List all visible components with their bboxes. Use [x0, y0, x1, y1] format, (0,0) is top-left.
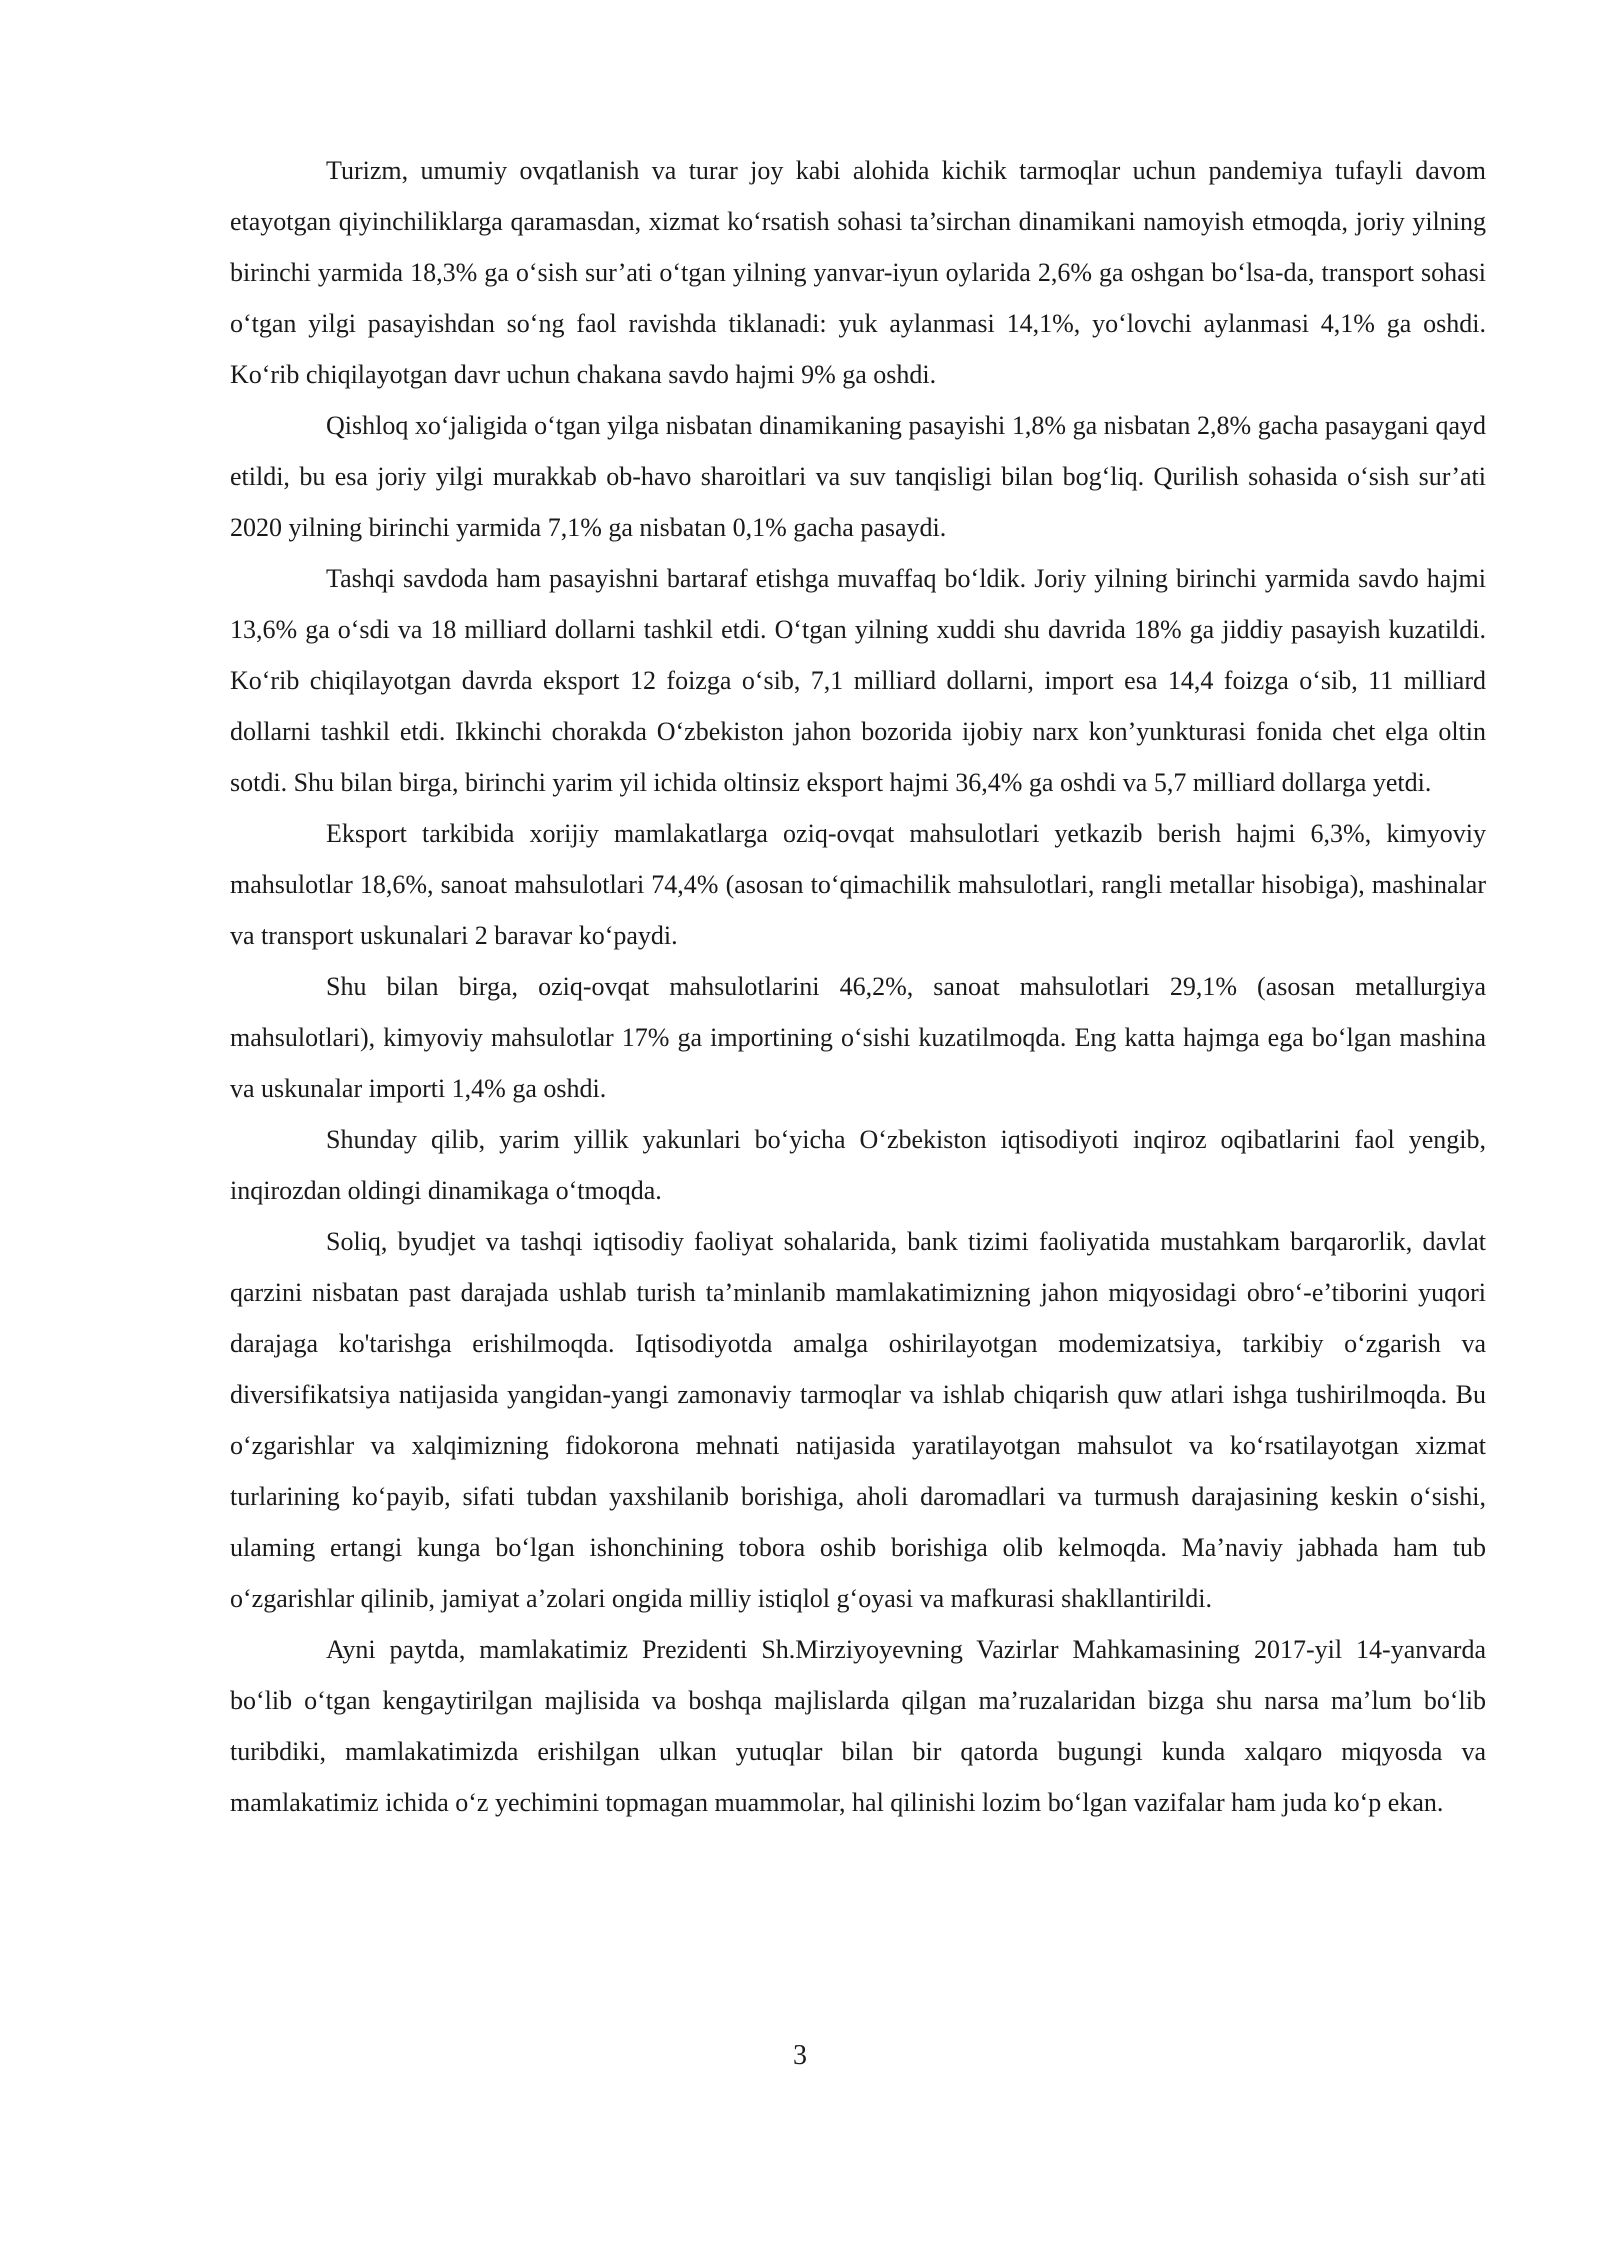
paragraph-foreign-trade: Tashqi savdoda ham pasayishni bartaraf etishga muvaffaq bo‘ldik. Joriy yilning birinchi yarmida savdo hajmi 13,6% ga o‘sdi va 18 milliard dollarni tashkil etdi. O‘tgan yilning xuddi shu davrida 18% ga jiddiy pasayish kuzatildi. Ko‘rib chiqilayotgan davrda eksport 12 foizga o‘sib, 7,1 milliard dollarni, import esa 14,4 foizga o‘sib, 11 milliard dollarni tashkil etdi. Ikkinchi chorakda O‘zbekiston jahon bozorida ijobiy narx kon’yunkturasi fonida chet elga oltin sotdi. Shu bilan birga, birinchi yarim yil ichida oltinsiz eksport hajmi 36,4% ga oshdi va 5,7 milliard dollarga yetdi. [230, 564, 1486, 797]
paragraph-half-year-summary: Shunday qilib, yarim yillik yakunlari bo‘yicha O‘zbekiston iqtisodiyoti inqiroz oqibatlarini faol yengib, inqirozdan oldingi dinamikaga o‘tmoqda. [230, 1125, 1486, 1205]
paragraph-services-transport: Turizm, umumiy ovqatlanish va turar joy kabi alohida kichik tarmoqlar uchun pandemiya tufayli davom etayotgan qiyinchiliklarga qaramasdan, xizmat ko‘rsatish sohasi ta’sirchan dinamikani namoyish etmoqda, joriy yilning birinchi yarmida 18,3% ga o‘sish sur’ati o‘tgan yilning yanvar-iyun oylarida 2,6% ga oshgan bo‘lsa-da, transport sohasi o‘tgan yilgi pasayishdan so‘ng faol ravishda tiklanadi: yuk aylanmasi 14,1%, yo‘lovchi aylanmasi 4,1% ga oshdi. Ko‘rib chiqilayotgan davr uchun chakana savdo hajmi 9% ga oshdi. [230, 156, 1486, 389]
paragraph-agriculture-construction: Qishloq xo‘jaligida o‘tgan yilga nisbatan dinamikaning pasayishi 1,8% ga nisbatan 2,8% gacha pasaygani qayd etildi, bu esa joriy yilgi murakkab ob-havo sharoitlari va suv tanqisligi bilan bog‘liq. Qurilish sohasida o‘sish sur’ati 2020 yilning birinchi yarmida 7,1% ga nisbatan 0,1% gacha pasaydi. [230, 411, 1486, 542]
paragraph-export-structure: Eksport tarkibida xorijiy mamlakatlarga oziq-ovqat mahsulotlari yetkazib berish hajmi 6,3%, kimyoviy mahsulotlar 18,6%, sanoat mahsulotlari 74,4% (asosan to‘qimachilik mahsulotlari, rangli metallar hisobiga), mashinalar va transport uskunalari 2 baravar ko‘paydi. [230, 819, 1486, 950]
paragraph-import-structure: Shu bilan birga, oziq-ovqat mahsulotlarini 46,2%, sanoat mahsulotlari 29,1% (asosan metallurgiya mahsulotlari), kimyoviy mahsulotlar 17% ga importining o‘sishi kuzatilmoqda. Eng katta hajmga ega bo‘lgan mashina va uskunalar importi 1,4% ga oshdi. [230, 972, 1486, 1103]
paragraph-president-meeting: Ayni paytda, mamlakatimiz Prezidenti Sh.Mirziyoyevning Vazirlar Mahkamasining 2017-yil 14-yanvarda bo‘lib o‘tgan kengaytirilgan majlisida va boshqa majlislarda qilgan ma’ruzalaridan bizga shu narsa ma’lum bo‘lib turibdiki, mamlakatimizda erishilgan ulkan yutuqlar bilan bir qatorda bugungi kunda xalqaro miqyosda va mamlakatimiz ichida o‘z yechimini topmagan muammolar, hal qilinishi lozim bo‘lgan vazifalar ham juda ko‘p ekan. [230, 1635, 1486, 1817]
paragraph-stability-modernization: Soliq, byudjet va tashqi iqtisodiy faoliyat sohalarida, bank tizimi faoliyatida mustahkam barqarorlik, davlat qarzini nisbatan past darajada ushlab turish ta’minlanib mamlakatimizning jahon miqyosidagi obro‘-e’tiborini yuqori darajaga ko'tarishga erishilmoqda. Iqtisodiyotda amalga oshirilayotgan modemizatsiya, tarkibiy o‘zgarish va diversifikatsiya natijasida yangidan-yangi zamonaviy tarmoqlar va ishlab chiqarish quw atlari ishga tushirilmoqda. Bu o‘zgarishlar va xalqimizning fidokorona mehnati natijasida yaratilayotgan mahsulot va ko‘rsatilayotgan xizmat turlarining ko‘payib, sifati tubdan yaxshilanib borishiga, aholi daromadlari va turmush darajasining keskin o‘sishi, ulaming ertangi kunga bo‘lgan ishonchining tobora oshib borishiga olib kelmoqda. Ma’naviy jabhada ham tub o‘zgarishlar qilinib, jamiyat a’zolari ongida milliy istiqlol g‘oyasi va mafkurasi shakllantirildi. [230, 1227, 1486, 1613]
document-body [230, 145, 1486, 1828]
page-number: 3 [793, 2040, 807, 2071]
